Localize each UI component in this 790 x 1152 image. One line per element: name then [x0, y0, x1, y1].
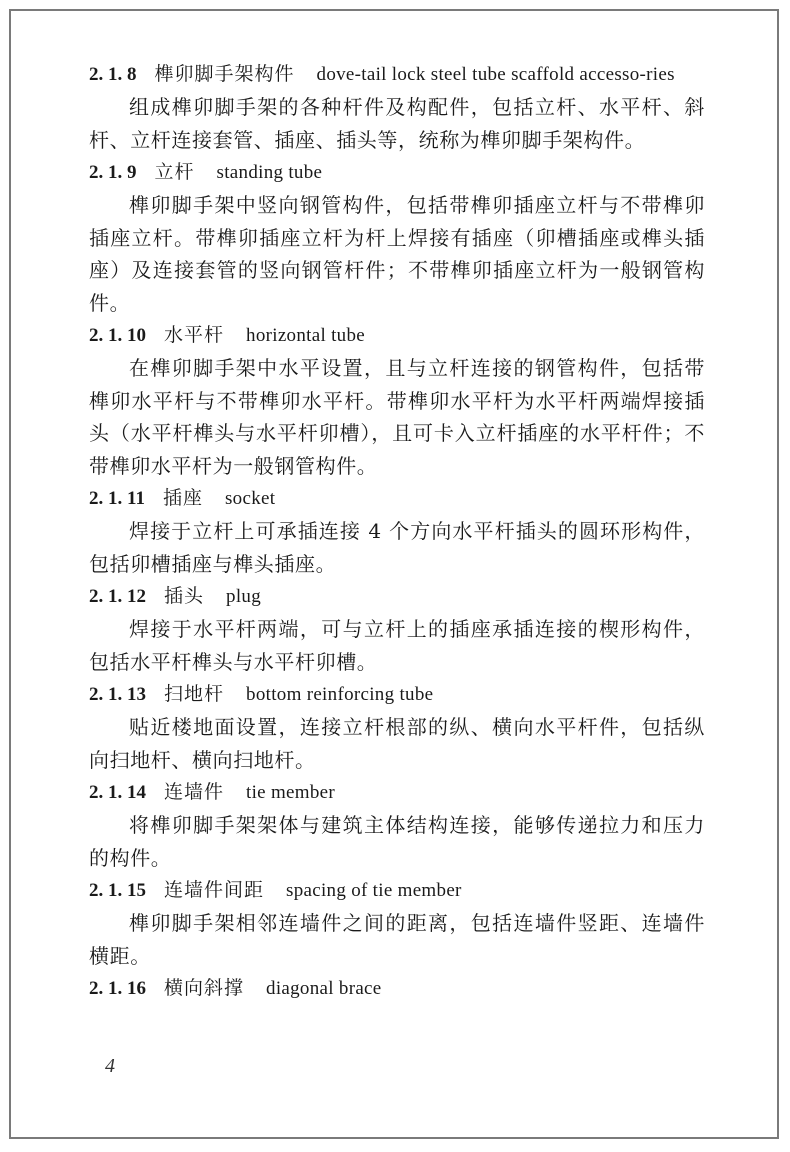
term-heading: [89, 156, 705, 189]
clause-number: 2. 1. 11: [89, 488, 145, 509]
term-heading: [89, 319, 705, 352]
chinese-term: 连墙件间距: [164, 879, 265, 901]
term-entry-2-1-15: [89, 874, 705, 972]
english-term: dove-tail lock steel tube scaffold accesso-ries: [316, 64, 675, 85]
chinese-term: 横向斜撑: [164, 977, 245, 999]
english-term: standing tube: [216, 162, 323, 183]
term-definition: 焊接于水平杆两端，可与立杆上的插座承插连接的楔形构件，包括水平杆榫头与水平杆卯槽。: [89, 617, 705, 674]
term-definition: 组成榫卯脚手架的各种杆件及构配件，包括立杆、水平杆、斜杆、立杆连接套管、插座、插头等，统称为榫卯脚手架构件。: [89, 95, 705, 152]
term-definition: 榫卯脚手架相邻连墙件之间的距离，包括连墙件竖距、连墙件横距。: [89, 911, 705, 968]
term-definition: 在榫卯脚手架中水平设置，且与立杆连接的钢管构件，包括带榫卯水平杆与不带榫卯水平杆。带榫卯水平杆为水平杆两端焊接插头（水平杆榫头与水平杆卯槽），且可卡入立杆插座的水平杆件；不带榫卯水平杆为一般钢管构件。: [89, 356, 705, 478]
clause-number: 2. 1. 16: [89, 978, 146, 999]
term-entry-2-1-10: [89, 319, 705, 482]
term-definition: 焊接于立杆上可承插连接 4 个方向水平杆插头的圆环形构件，包括卯槽插座与榫头插座。: [89, 519, 705, 576]
clause-number: 2. 1. 10: [89, 325, 146, 346]
chinese-term: 扫地杆: [164, 683, 225, 705]
term-heading: [89, 58, 705, 91]
term-entry-2-1-12: [89, 580, 705, 678]
english-term: plug: [226, 586, 261, 607]
term-heading: [89, 776, 705, 809]
chinese-term: 插头: [164, 585, 205, 607]
term-entry-2-1-9: [89, 156, 705, 319]
term-definition: 将榫卯脚手架架体与建筑主体结构连接，能够传递拉力和压力的构件。: [89, 813, 705, 870]
english-term: tie member: [246, 782, 336, 803]
term-entry-2-1-8: [89, 58, 705, 156]
english-term: bottom reinforcing tube: [246, 684, 434, 705]
english-term: socket: [224, 488, 276, 509]
term-heading: [89, 874, 705, 907]
term-heading: [89, 972, 705, 1005]
clause-number: 2. 1. 12: [89, 586, 146, 607]
term-entry-2-1-14: [89, 776, 705, 874]
chinese-term: 连墙件: [164, 781, 225, 803]
term-definition: 榫卯脚手架中竖向钢管构件，包括带榫卯插座立杆与不带榫卯插座立杆。带榫卯插座立杆为杆上焊接有插座（卯槽插座或榫头插座）及连接套管的竖向钢管杆件；不带榫卯插座立杆为一般钢管构件。: [89, 193, 705, 315]
clause-number: 2. 1. 14: [89, 782, 146, 803]
chinese-term: 立杆: [154, 161, 195, 183]
english-term: spacing of tie member: [286, 880, 462, 901]
term-definition: 贴近楼地面设置，连接立杆根部的纵、横向水平杆件，包括纵向扫地杆、横向扫地杆。: [89, 715, 705, 772]
chinese-term: 榫卯脚手架构件: [154, 63, 295, 85]
term-heading: [89, 678, 705, 711]
document-body: [89, 58, 705, 1005]
chinese-term: 插座: [162, 487, 203, 509]
english-term: diagonal brace: [266, 978, 382, 999]
term-heading: [89, 580, 705, 613]
clause-number: 2. 1. 8: [89, 64, 137, 85]
term-entry-2-1-16: [89, 972, 705, 1005]
chinese-term: 水平杆: [164, 324, 225, 346]
clause-number: 2. 1. 13: [89, 684, 146, 705]
term-entry-2-1-11: [89, 482, 705, 580]
page-number: 4: [105, 1055, 115, 1077]
english-term: horizontal tube: [246, 325, 366, 346]
term-entry-2-1-13: [89, 678, 705, 776]
clause-number: 2. 1. 15: [89, 880, 146, 901]
clause-number: 2. 1. 9: [89, 162, 137, 183]
term-heading: [89, 482, 705, 515]
